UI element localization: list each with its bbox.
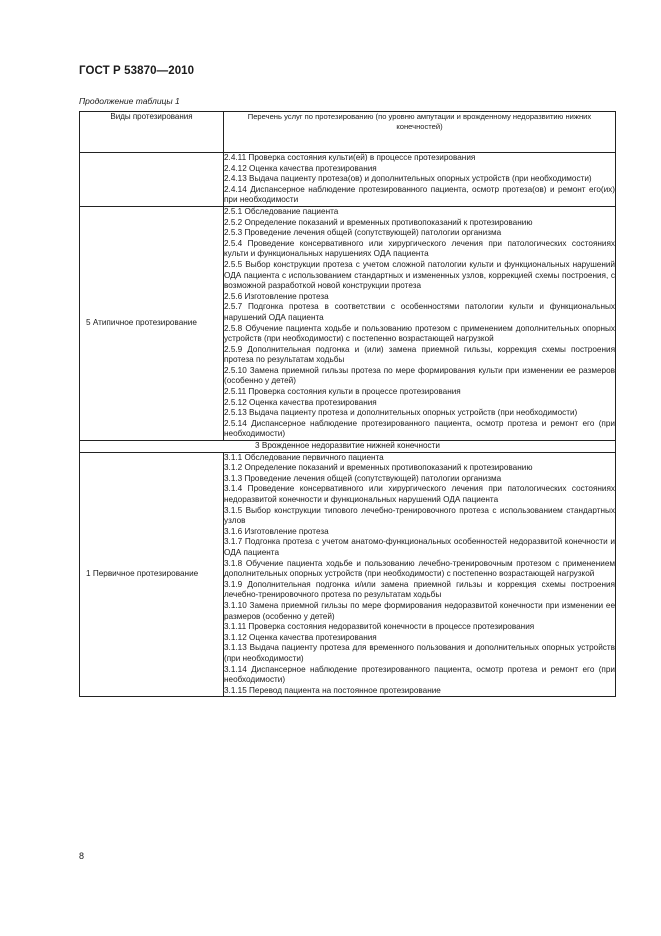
table-row-block-b (80, 206, 616, 440)
table-row-block-c (80, 452, 616, 697)
document-code: ГОСТ Р 53870—2010 (79, 65, 195, 77)
kind-cell (80, 452, 224, 697)
service-item: 2.4.12 Оценка качества протезирования (224, 163, 377, 173)
section-heading-row (80, 441, 616, 453)
service-item: 3.1.2 Определение показаний и временных противопоказаний к протезированию (224, 463, 533, 473)
table-continuation-label: Продолжение таблицы 1 (79, 96, 180, 106)
service-item: 2.5.2 Определение показаний и временных противопоказаний к протезированию (224, 217, 533, 227)
kind-cell-empty (80, 153, 224, 207)
column-header-kind: Виды протезирования (80, 112, 224, 153)
services-cell (224, 153, 616, 207)
service-item: 3.1.6 Изготовление протеза (224, 526, 329, 536)
service-item: 2.5.8 Обучение пациента ходьбе и пользованию протезом с применением дополнительных опорных устройств (при необходимости) с постепенно возрастающей нагрузкой (224, 323, 615, 344)
services-cell (224, 206, 616, 440)
service-item: 3.1.12 Оценка качества протезирования (224, 632, 377, 642)
service-item: 2.5.5 Выбор конструкции протеза с учетом сложной патологии культи и функциональных нарушений ОДА пациента с использованием стандартных и измененных узлов, коррекцией схемы построения, с возможной разработкой новой конструкции протеза (224, 259, 615, 291)
service-item: 2.5.12 Оценка качества протезирования (224, 397, 377, 407)
table-header-row (80, 112, 616, 153)
services-cell (224, 452, 616, 697)
service-item: 2.5.14 Диспансерное наблюдение протезированного пациента, осмотр протеза и ремонт его (при необходимости) (224, 418, 615, 439)
service-item: 3.1.15 Перевод пациента на постоянное протезирование (224, 685, 441, 695)
service-item: 2.4.13 Выдача пациенту протеза(ов) и дополнительных опорных устройств (при необходимости) (224, 174, 592, 184)
service-item: 2.5.11 Проверка состояния культи в процессе протезирования (224, 387, 461, 397)
kind-label: 5 Атипичное протезирование (86, 318, 197, 328)
service-item: 2.5.9 Дополнительная подгонка и (или) замена приемной гильзы, коррекция схемы построения протеза по результатам ходьбы (224, 344, 615, 365)
column-header-services: Перечень услуг по протезированию (по уровню ампутации и врожденному недоразвитию нижних конечностей) (224, 112, 616, 153)
service-item: 3.1.14 Диспансерное наблюдение протезированного пациента, осмотр протеза и ремонт его (при необходимости) (224, 664, 615, 685)
service-item: 3.1.4 Проведение консервативного или хирургического лечения при патологических состояниях недоразвитой конечности и функциональных нарушений ОДА пациента (224, 484, 615, 504)
service-item: 3.1.8 Обучение пациента ходьбе и пользованию лечебно-тренировочным протезом с применением дополнительных опорных устройств (при необходимости) с постепенно возрастающей нагрузкой (224, 558, 615, 579)
service-item: 3.1.7 Подгонка протеза с учетом анатомо-функциональных особенностей недоразвитой конечности и ОДА пациента (224, 537, 615, 557)
table-row-block-a (80, 153, 616, 207)
service-item: 3.1.10 Замена приемной гильзы по мере формирования недоразвитой конечности при изменении ее размеров (особенно у детей) (224, 600, 615, 621)
service-item: 2.5.3 Проведение лечения общей (сопутствующей) патологии организма (224, 228, 502, 238)
kind-cell (80, 206, 224, 440)
page-number: 8 (79, 851, 85, 861)
service-item: 2.5.1 Обследование пациента (224, 206, 339, 216)
service-item: 3.1.11 Проверка состояния недоразвитой конечности в процессе протезирования (224, 622, 535, 632)
service-item: 2.5.7 Подгонка протеза в соответствии с особенностями патологии культи и функциональных нарушений ОДА пациента (224, 302, 615, 322)
service-item: 3.1.3 Проведение лечения общей (сопутствующей) патологии организма (224, 473, 502, 483)
service-item: 3.1.13 Выдача пациенту протеза для временного пользования и дополнительных опорных устройств (при необходимости) (224, 643, 615, 663)
service-item: 2.5.13 Выдача пациенту протеза и дополнительных опорных устройств (при необходимости) (224, 408, 578, 418)
section-heading: 3 Врожденное недоразвитие нижней конечности (80, 441, 616, 453)
service-item: 3.1.9 Дополнительная подгонка и/или замена приемной гильзы и коррекция схемы построения лечебно-тренировочного протеза по результатам ходьбы (224, 579, 615, 600)
kind-label: 1 Первичное протезирование (86, 569, 199, 579)
service-item: 2.5.6 Изготовление протеза (224, 291, 329, 301)
service-item: 2.5.4 Проведение консервативного или хирургического лечения при патологических состояниях культи и функциональных нарушениях ОДА пациента (224, 238, 615, 259)
services-table (79, 111, 616, 697)
service-item: 3.1.5 Выбор конструкции типового лечебно-тренировочного протеза с использованием стандартных узлов (224, 505, 615, 526)
service-item: 3.1.1 Обследование первичного пациента (224, 452, 384, 462)
service-item: 2.4.14 Диспансерное наблюдение протезированного пациента, осмотр протеза(ов) и ремонт его(их) при необходимости (224, 184, 615, 205)
service-item: 2.5.10 Замена приемной гильзы протеза по мере формирования культи при изменении ее размеров (особенно у детей) (224, 365, 615, 386)
service-item: 2.4.11 Проверка состояния культи(ей) в процессе протезирования (224, 153, 476, 162)
